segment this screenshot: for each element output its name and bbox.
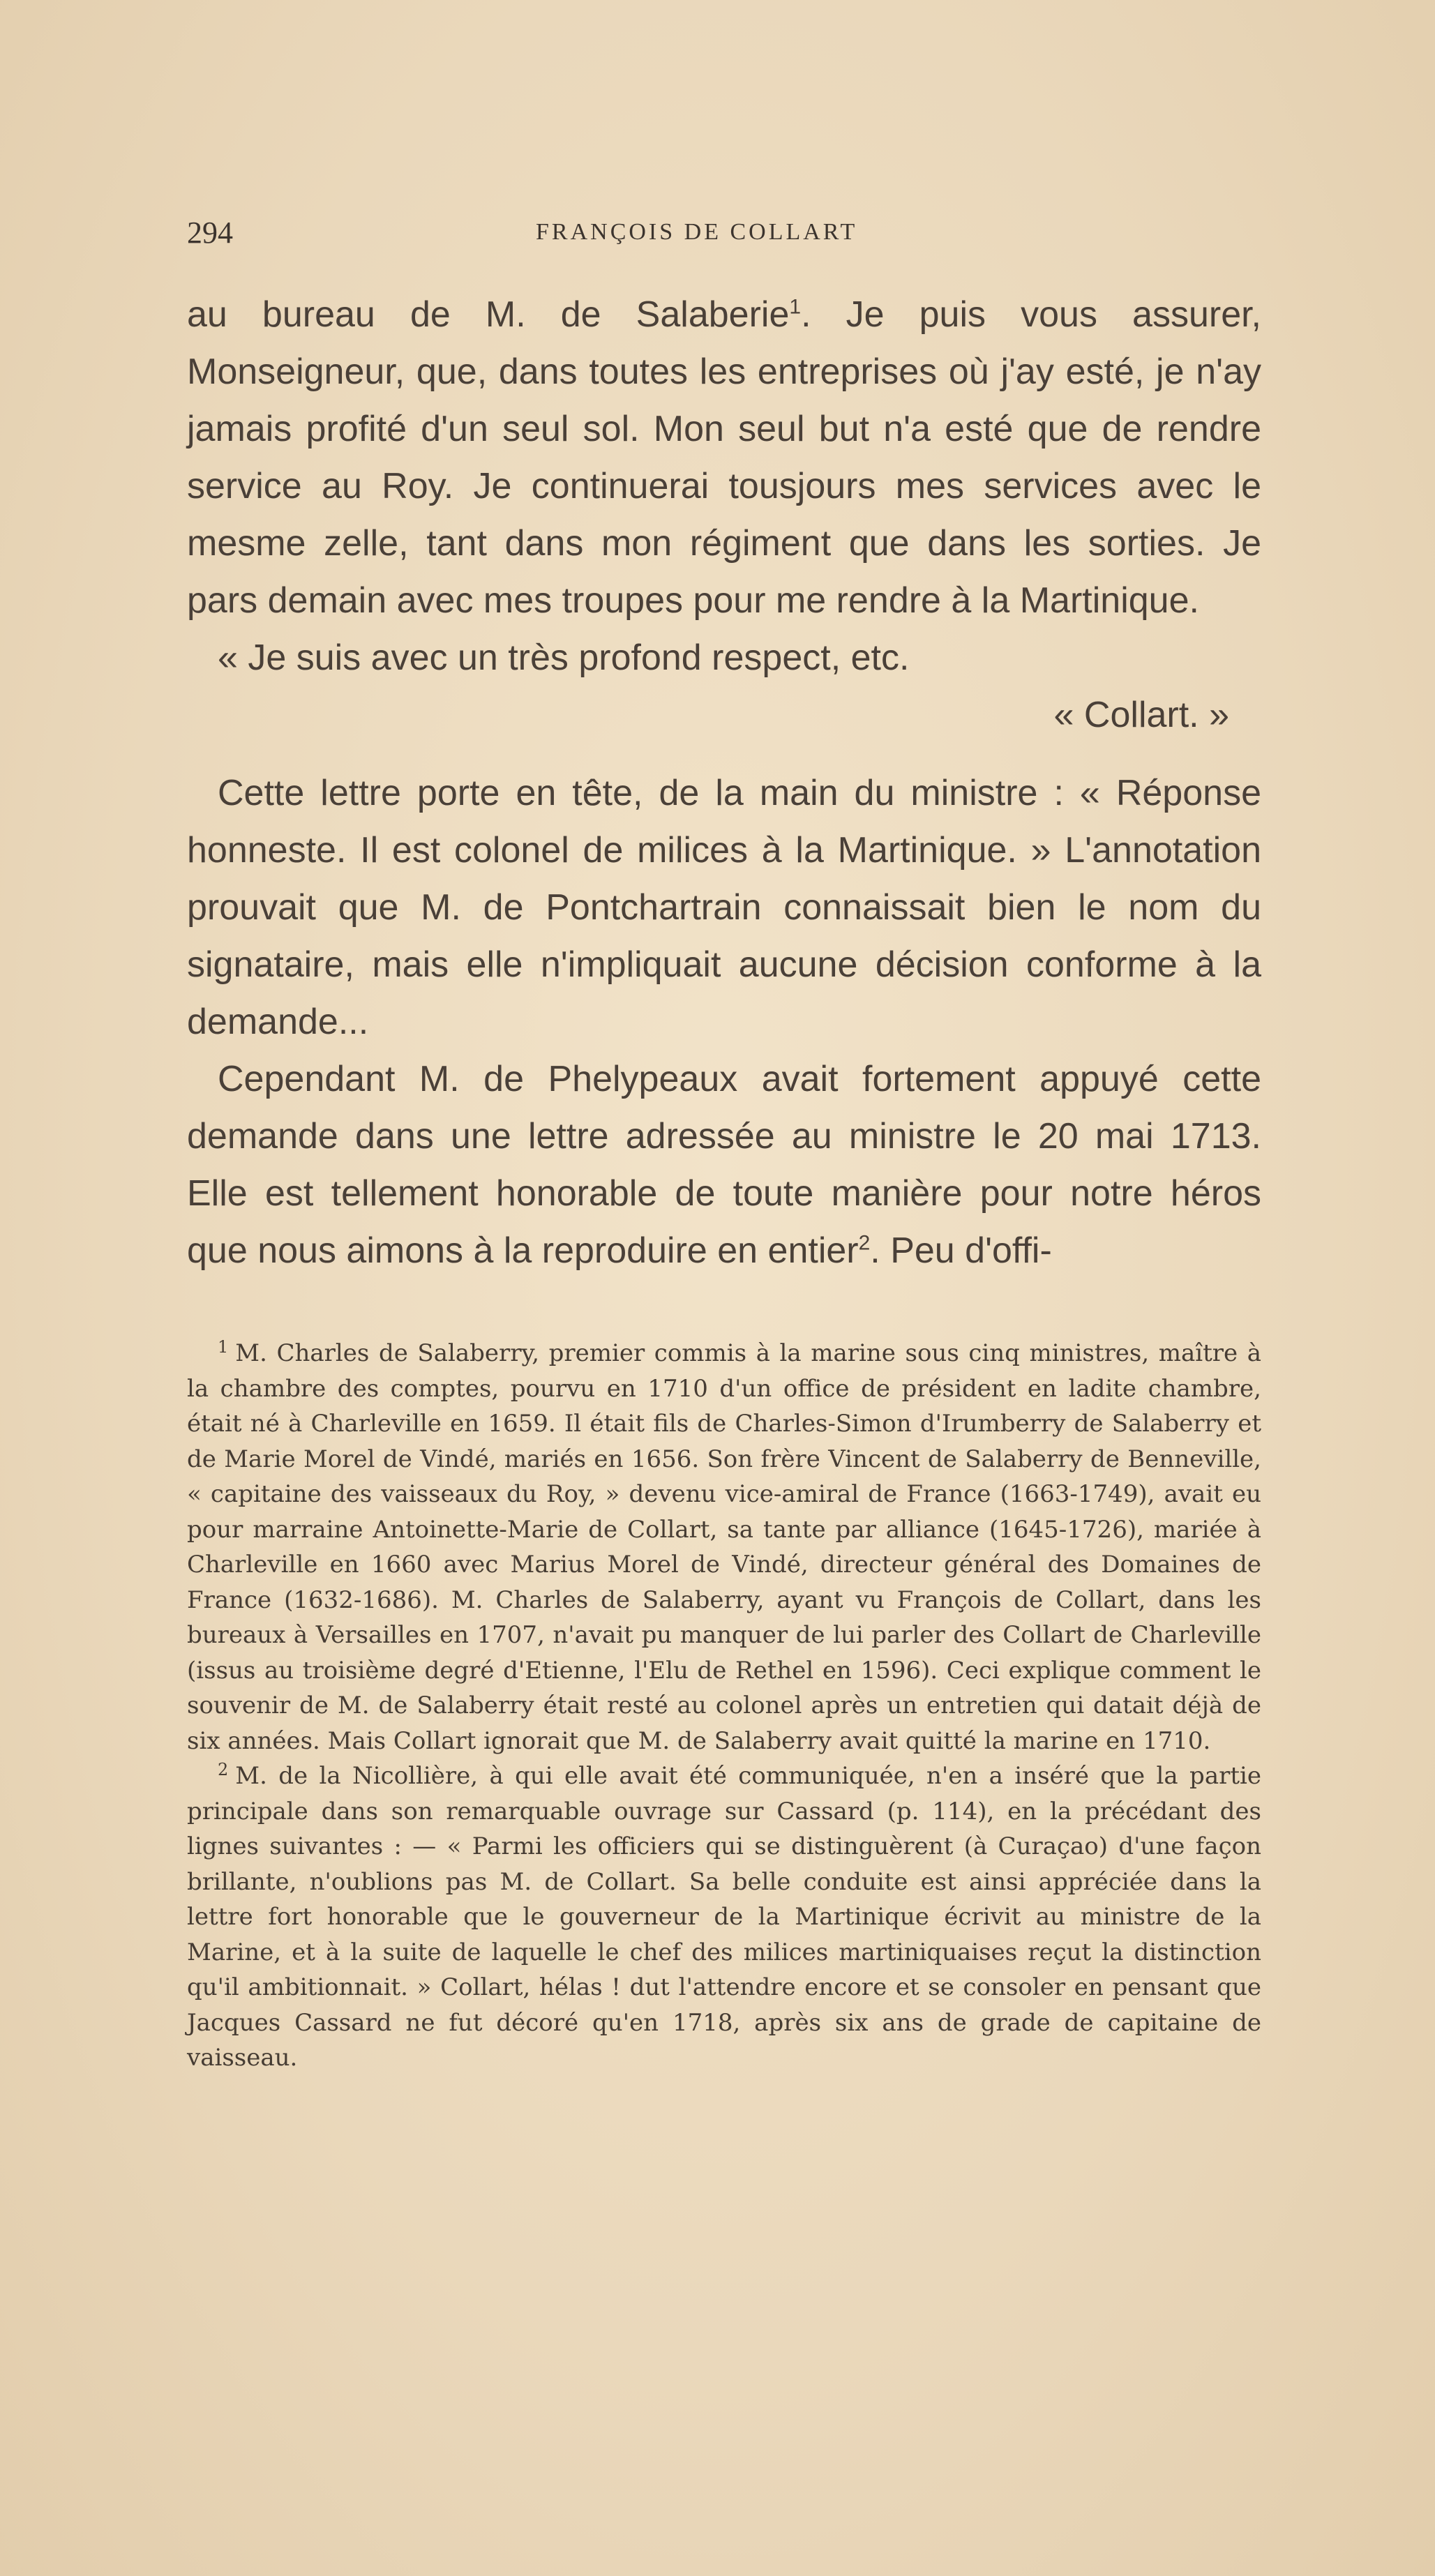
footnote-ref-2: 2 [858, 1231, 871, 1255]
paragraph-gap [187, 744, 1261, 764]
footnote-mark-2: 2 [218, 1759, 229, 1779]
footnote-1 [187, 1336, 1261, 1758]
running-title: FRANÇOIS DE COLLART [536, 219, 858, 245]
footnote-mark-1: 1 [218, 1336, 229, 1357]
letter-paragraph [187, 286, 1261, 629]
page-number: 294 [187, 216, 233, 250]
letter-signature: « Collart. » [1053, 695, 1229, 735]
footnotes [187, 1336, 1261, 2076]
page-header [187, 215, 1261, 257]
footnote-text-2: M. de la Nicollière, à qui elle avait été communiquée, n'en a inséré que la partie principale dans son remarquable ouvrage sur Cassard (p. 114), en la précédant des lignes suivantes : — « Parmi les officiers qui se distinguèrent (à Curaçao) d'une façon brillante, n'oublions pas M. de Collart. Sa belle conduite est ainsi appréciée dans la lettre fort honorable que le gouverneur de la Martinique écrivit au ministre de la Marine, et à la suite de laquelle le chef des milices martiniquaises reçut la distinction qu'il ambitionnait. » Collart, hélas ! dut l'attendre encore et se consoler en pensant que Jacques Cassard ne fut décoré qu'en 1718, après six ans de grade de capitaine de vaisseau. [187, 1762, 1261, 2072]
letter-text-start: au bureau de M. de Salaberie [187, 294, 790, 335]
footnote-2 [187, 1758, 1261, 2076]
main-text [187, 286, 1261, 1279]
letter-closing: « Je suis avec un très profond respect, etc. [218, 638, 910, 678]
footnote-text-1: M. Charles de Salaberry, premier commis à la marine sous cinq ministres, maître à la chambre des comptes, pourvu en 1710 d'un office de président en ladite chambre, était né à Charleville en 1659. Il était fils de Charles-Simon d'Irumberry de Salaberry et de Marie Morel de Vindé, mariés en 1656. Son frère Vincent de Salaberry de Benneville, « capitaine des vaisseaux du Roy, » devenu vice-amiral de France (1663-1749), avait eu pour marraine Antoinette-Marie de Collart, sa tante par alliance (1645-1726), mariée à Charleville en 1660 avec Marius Morel de Vindé, directeur général des Domaines de France (1632-1686). M. Charles de Salaberry, ayant vu François de Collart, dans les bureaux à Versailles en 1707, n'avait pu manquer de lui parler des Collart de Charleville (issus au troisième degré d'Etienne, l'Elu de Rethel en 1596). Ceci explique comment le souvenir de M. de Salaberry était resté au colonel après un entretien qui datait déjà de six années. Mais Collart ignorait que M. de Salaberry avait quitté la marine en 1710. [187, 1339, 1261, 1755]
footnote-ref-1: 1 [789, 295, 802, 319]
commentary-paragraph-1: Cette lettre porte en tête, de la main du ministre : « Réponse honneste. Il est colonel de milices à la Martinique. » L'annotation prouvait que M. de Pontchartrain connaissait bien le nom du signataire, mais elle n'impliquait aucune décision conforme à la demande... [187, 773, 1261, 1042]
commentary-paragraph-2 [187, 1050, 1261, 1279]
commentary-text-end: . Peu d'offi- [870, 1230, 1052, 1271]
letter-text-rest: . Je puis vous assurer, Monseigneur, que, dans toutes les entreprises où j'ay esté, je n'ay jamais profité d'un seul sol. Mon seul but n'a esté que de rendre service au Roy. Je continuerai tousjours mes services avec le mesme zelle, tant dans mon régiment que dans les sorties. Je pars demain avec mes troupes pour me rendre à la Martinique. [187, 294, 1262, 621]
commentary-text: Cependant M. de Phelypeaux avait fortement appuyé cette demande dans une lettre adressée au ministre le 20 mai 1713. Elle est tellement honorable de toute manière pour notre héros que nous aimons à la reproduire en entier [187, 1059, 1261, 1271]
